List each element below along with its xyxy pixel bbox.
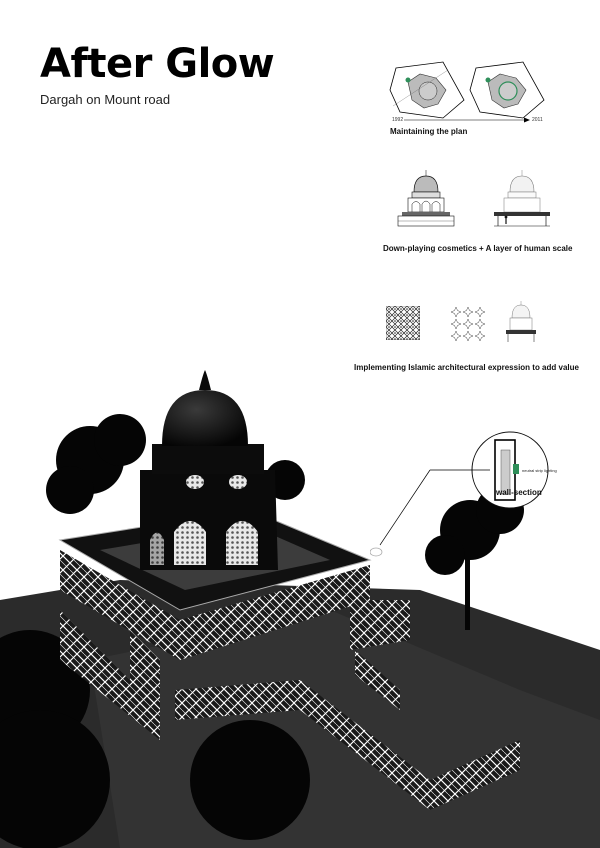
- pattern-dome-elevation: [504, 300, 538, 346]
- timeline-end-year: 2011: [532, 117, 543, 123]
- timeline-arrow: [404, 116, 530, 124]
- timeline-start-year: 1992: [392, 117, 404, 123]
- plan-diagram-1992: [388, 60, 468, 122]
- caption-islamic-expression: Implementing Islamic architectural expression to add value: [354, 363, 579, 372]
- caption-human-scale: Down-playing cosmetics + A layer of human scale: [383, 244, 573, 253]
- callout-caption: wall-section: [496, 488, 542, 497]
- poster-title: After Glow: [40, 41, 275, 87]
- elevation-proposed: [492, 168, 554, 232]
- elevation-original: [396, 168, 458, 232]
- caption-maintaining-plan: Maintaining the plan: [390, 127, 468, 136]
- callout-note: neutral strip lighting: [522, 468, 557, 473]
- plan-diagram-2011: [468, 60, 548, 122]
- wall-section-callout: [370, 430, 550, 565]
- poster-subtitle: Dargah on Mount road: [40, 92, 171, 107]
- pattern-tile-dense: [386, 306, 420, 340]
- pattern-tile-star: [450, 306, 486, 342]
